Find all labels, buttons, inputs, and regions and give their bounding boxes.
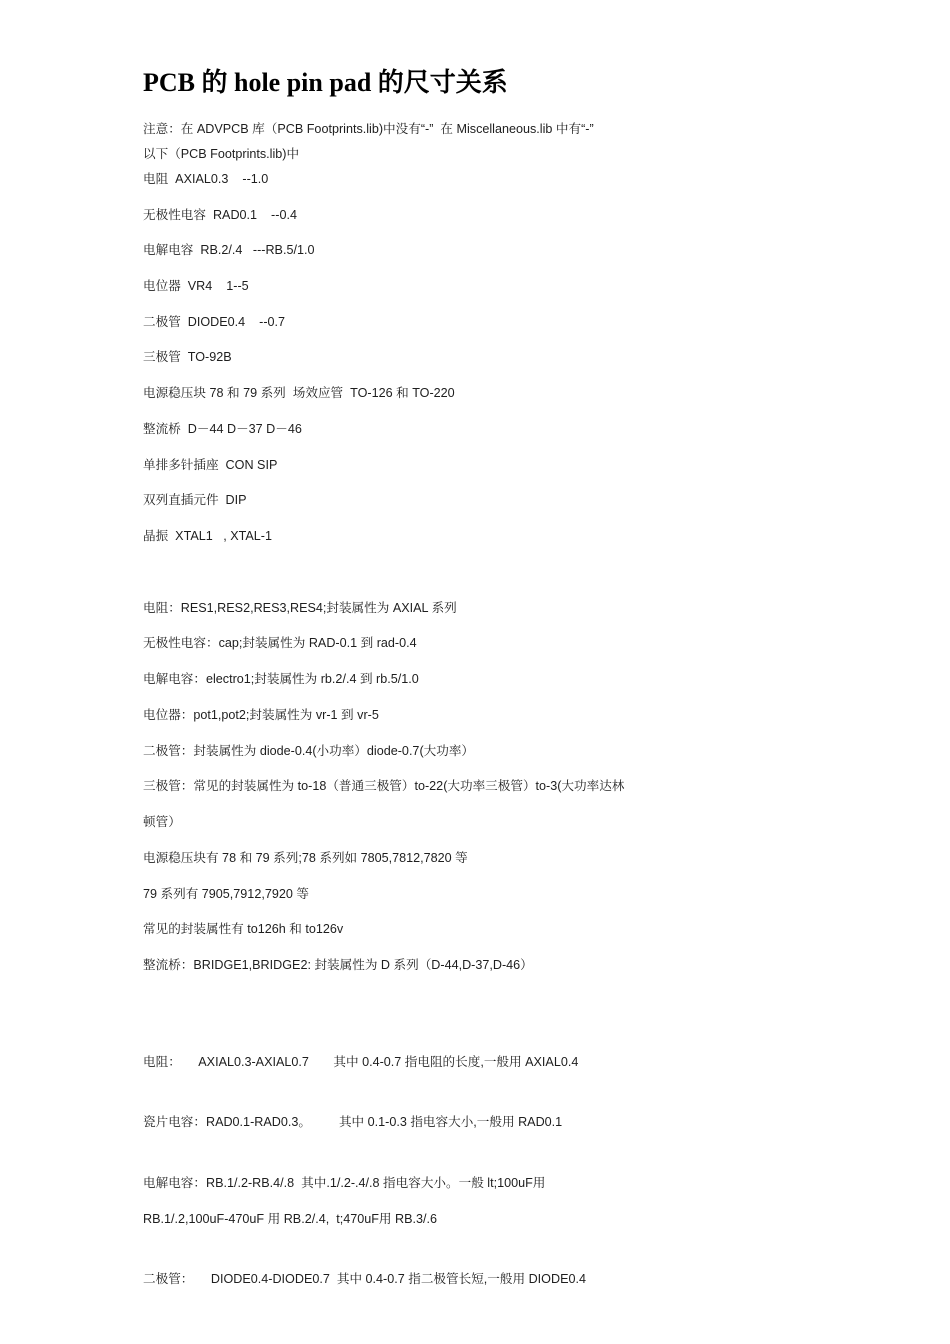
list-item: 三极管 TO-92B xyxy=(143,350,232,364)
list-item: 电阻：RES1,RES2,RES3,RES4;封装属性为 AXIAL 系列 xyxy=(143,601,457,615)
list-item: 无极性电容：cap;封装属性为 RAD-0.1 到 rad-0.4 xyxy=(143,636,417,650)
list-item: 二极管：封装属性为 diode-0.4(小功率）diode-0.7(大功率） xyxy=(143,744,475,758)
list-item: 整流桥 D－44 D－37 D－46 xyxy=(143,422,302,436)
list-item: 电阻 AXIAL0.3 --1.0 xyxy=(143,172,269,186)
list-item: 二极管 DIODE0.4 --0.7 xyxy=(143,315,286,329)
list-item: 79 系列有 7905,7912,7920 等 xyxy=(143,887,309,901)
list-item: 电源稳压块有 78 和 79 系列;78 系列如 7805,7812,7820 等 xyxy=(143,851,468,865)
list-item: 整流桥：BRIDGE1,BRIDGE2: 封装属性为 D 系列（D-44,D-37,D-46） xyxy=(143,958,533,972)
list-item: 瓷片电容：RAD0.1-RAD0.3。 其中 0.1-0.3 指电容大小,一般用 RAD0.1 xyxy=(143,1115,563,1129)
list-item: 电位器 VR4 1--5 xyxy=(143,279,249,293)
list-item: RB.1/.2,100uF-470uF 用 RB.2/.4, t;470uF用 RB.3/.6 xyxy=(143,1212,437,1226)
list-item: 电解电容：electro1;封装属性为 rb.2/.4 到 rb.5/1.0 xyxy=(143,672,419,686)
list-item: 电位器：pot1,pot2;封装属性为 vr-1 到 vr-5 xyxy=(143,708,379,722)
note-line: 以下（PCB Footprints.lib)中 xyxy=(143,147,300,161)
list-item: 电解电容 RB.2/.4 ---RB.5/1.0 xyxy=(143,243,315,257)
list-item: 电源稳压块 78 和 79 系列 场效应管 TO-126 和 TO-220 xyxy=(143,386,455,400)
note-line: 注意：在 ADVPCB 库（PCB Footprints.lib)中没有“-” 在 Miscellaneous.lib 中有“-” xyxy=(143,122,594,136)
list-item: 电阻： AXIAL0.3-AXIAL0.7 其中 0.4-0.7 指电阻的长度,一般用 AXIAL0.4 xyxy=(143,1055,579,1069)
list-item: 电解电容：RB.1/.2-RB.4/.8 其中.1/.2-.4/.8 指电容大小。一般 lt;100uF用 xyxy=(143,1176,546,1190)
page-title: PCB 的 hole pin pad 的尺寸关系 xyxy=(143,68,508,97)
list-item: 无极性电容 RAD0.1 --0.4 xyxy=(143,208,297,222)
list-item: 常见的封装属性有 to126h 和 to126v xyxy=(143,922,344,936)
list-item: 二极管： DIODE0.4-DIODE0.7 其中 0.4-0.7 指二极管长短,一般用 DIODE0.4 xyxy=(143,1272,586,1286)
list-item: 三极管：常见的封装属性为 to-18（普通三极管）to-22(大功率三极管）to-3(大功率达林 xyxy=(143,779,625,793)
list-item: 晶振 XTAL1 , XTAL-1 xyxy=(143,529,273,543)
list-item: 顿管） xyxy=(143,815,181,829)
list-item: 单排多针插座 CON SIP xyxy=(143,458,278,472)
list-item: 双列直插元件 DIP xyxy=(143,493,247,507)
